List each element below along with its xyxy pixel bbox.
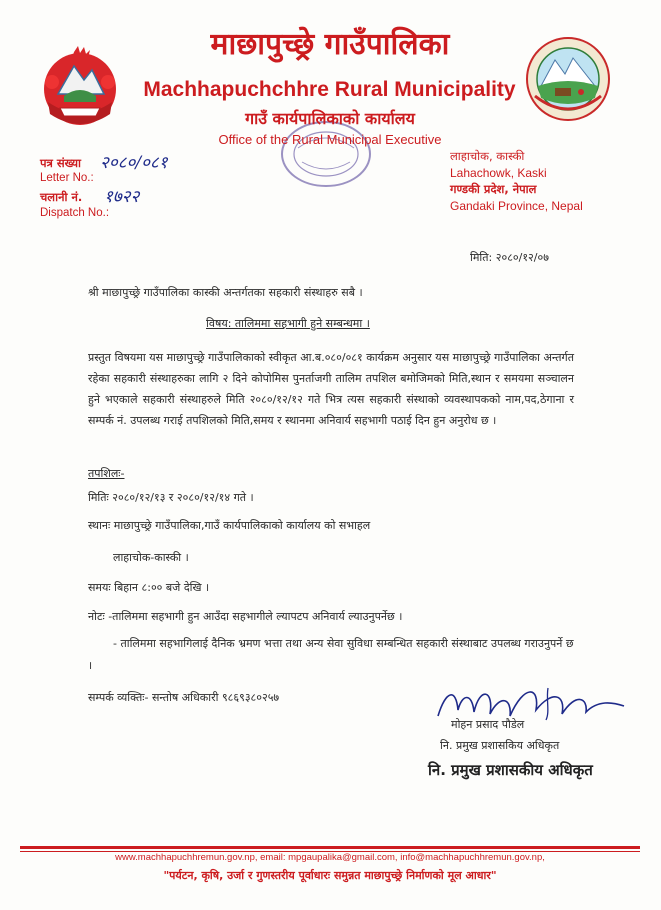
letter-no-label-np: पत्र संख्या: [40, 156, 82, 170]
training-dates: मितिः २०८०/१२/१३ र २०८०/१२/१४ गते ।: [88, 491, 254, 504]
letter-date: मिति: २०८०/१२/०७: [470, 251, 549, 264]
subject-line: विषय: तालिममा सहभागी हुने सम्बन्धमा ।: [206, 317, 370, 330]
letter-no-value: २०८०/०८१: [100, 153, 168, 173]
address-line2-en: Gandaki Province, Nepal: [450, 199, 583, 213]
nepal-emblem-icon: [34, 44, 126, 130]
letter-no-label-en: Letter No.:: [40, 172, 94, 184]
note-laptop: नोटः -तालिममा सहभागी हुन आउँदा सहभागीले ल्यापटप अनिवार्य ल्याउनुपर्नेछ ।: [88, 610, 403, 623]
footer-divider: [20, 846, 640, 849]
office-title-en: Office of the Rural Municipal Executive: [218, 132, 442, 147]
dispatch-no-value: १७२२: [104, 187, 140, 207]
details-heading: तपशिलः-: [88, 467, 125, 480]
address-line2-np: गण्डकी प्रदेश, नेपाल: [450, 182, 537, 196]
municipality-logo-icon: [525, 36, 611, 122]
dispatch-no-label-np: चलानी नं.: [40, 190, 83, 204]
body-paragraph: प्रस्तुत विषयमा यस माछापुच्छ्रे गाउँपालिकाको स्वीकृत आ.ब.०८०/०८१ कार्यक्रम अनुसार यस माछापुच्छ्रे गाउँपालिका अन्तर्गत रहेका सहकारी संस्थाहरुका लागि २ दिने कोपोमिस पुनर्ताजगी तालिम तपशिल बमोजिमको मिति,स्थान र समयमा सञ्चालन हुने भएकाले सहकारी संस्थाहरुले मिति २०८०/१२/१२ गते भित्र त्यस सहकारी संस्थाको व्यवस्थापकको नाम,पद,ठेगाना र सम्पर्क नं. उपलब्ध गराई तपशिलको मिति,समय र स्थानमा अनिवार्य सहभागी पठाई दिन हुन अनुरोध छ ।: [88, 351, 574, 427]
signatory-name: मोहन प्रसाद पौडेल: [451, 718, 525, 731]
contact-person: सम्पर्क व्यक्तिः- सन्तोष अधिकारी ९८६९३८०२५७: [88, 691, 280, 704]
footer-slogan: "पर्यटन, कृषि, उर्जा र गुणस्तरीय पूर्वाधारः समुन्नत माछापुच्छ्रे निर्माणको मूल आधार": [163, 869, 497, 882]
training-venue: स्थानः माछापुच्छ्रे गाउँपालिका,गाउँ कार्यपालिकाको कार्यालय को सभाहल: [88, 519, 371, 532]
addressee: श्री माछापुच्छ्रे गाउँपालिका कास्की अन्तर्गतका सहकारी संस्थाहरु सबै ।: [88, 286, 363, 299]
dispatch-no-label-en: Dispatch No.:: [40, 207, 110, 219]
address-line1-en: Lahachowk, Kaski: [450, 166, 547, 180]
municipality-title-en: Machhapuchchhre Rural Municipality: [143, 78, 516, 101]
address-line1-np: लाहाचोक, कास्की: [450, 149, 525, 163]
training-time: समयः बिहान ८:०० बजे देखि ।: [88, 581, 210, 594]
signatory-title: नि. प्रमुख प्रशासकिय अधिकृत: [440, 739, 560, 752]
training-venue-line2: लाहाचोक-कास्की ।: [113, 551, 189, 564]
office-title-np: गाउँ कार्यपालिकाको कार्यालय: [245, 109, 415, 128]
signatory-stamp: नि. प्रमुख प्रशासकीय अधिकृत: [428, 761, 593, 779]
note-allowance: - तालिममा सहभागिलाई दैनिक भ्रमण भत्ता तथा अन्य सेवा सुविधा सम्बन्धित सहकारी संस्थाबाट उपलब्ध गराउनुपर्ने छ ।: [88, 637, 574, 672]
footer-contact: www.machhapuchhremun.gov.np, email: mpgaupalika@gmail.com, info@machhapuchhremun.gov.np,: [115, 852, 545, 863]
municipality-title-np: माछापुच्छ्रे गाउँपालिका: [210, 27, 450, 62]
